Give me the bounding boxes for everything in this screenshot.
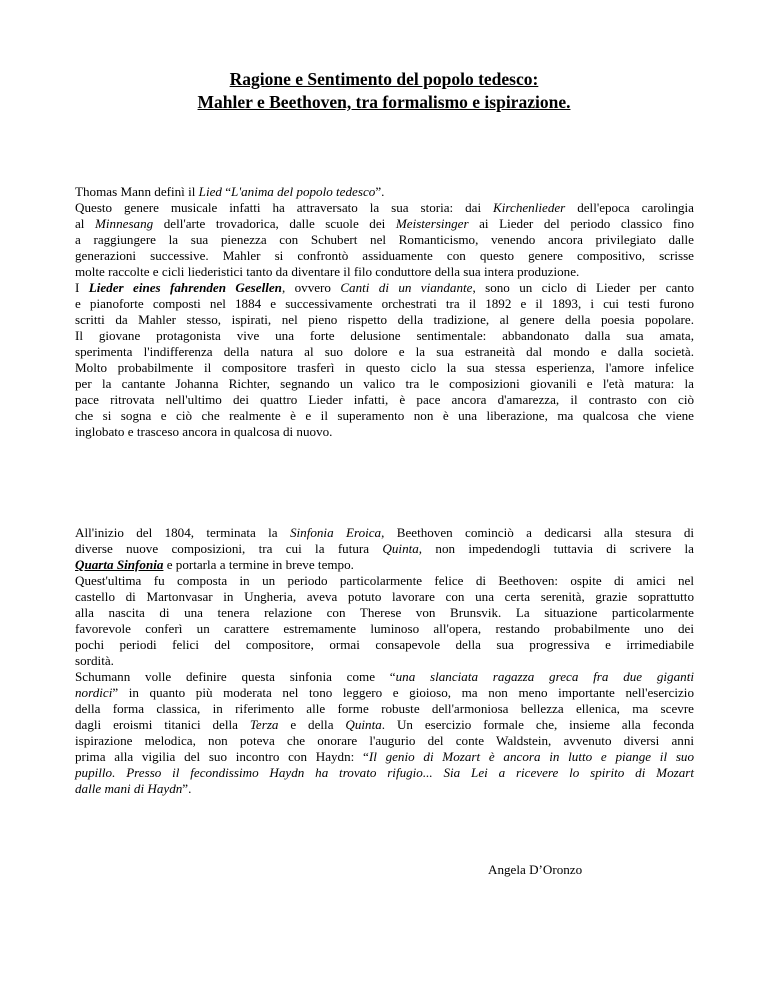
text-line: All'inizio del 1804, terminata la Sinfonia Eroica, Beethoven cominciò a dedicarsi alla stesura di: [75, 525, 695, 540]
text-line: dalle mani di Haydn”.: [75, 781, 192, 796]
text-line: pace ritrovata nell'ultimo dei quattro Lieder infatti, è pace ancora d'amarezza, il contrasto con ciò: [75, 392, 694, 407]
text-line: ispirazione melodica, non poteva che onorare l'augurio del conte Waldstein, avvenuto diversi anni: [75, 733, 694, 748]
text-line: pupillo. Presso il fecondissimo Haydn ha trovato rifugio... Sia Lei a ricevere lo spirito di Mozart: [75, 765, 694, 780]
text-line: della forma classica, in riferimento alle forme robuste dell'armoniosa bellezza ellenica, ma scevre: [75, 701, 694, 716]
text-line: al Minnesang dell'arte trovadorica, dalle scuole dei Meistersinger ai Lieder del periodo classico fino: [75, 216, 694, 231]
title-line-2: Mahler e Beethoven, tra formalismo e ispirazione.: [197, 92, 571, 112]
text-line: Questo genere musicale infatti ha attraversato la sua storia: dai Kirchenlieder dell'epoca carolingia: [75, 200, 694, 215]
text-line: inglobato e trasceso ancora in qualcosa di nuovo.: [75, 424, 333, 439]
text-line: favorevole conferì un carattere estremamente luminoso all'opera, restando probabilmente uno dei: [75, 621, 694, 636]
text-line: dagli eroismi titanici della Terza e della Quinta. Un esercizio formale che, insieme alla feconda: [75, 717, 695, 732]
text-line: per la cantante Johanna Richter, segnando un valico tra le composizioni giovanili e l'età matura: la: [75, 376, 694, 391]
text-line: sordità.: [75, 653, 114, 668]
text-line: Il giovane protagonista vive una forte delusione sentimentale: abbandonato dalla sua amata,: [75, 328, 694, 343]
text-line: scritti da Mahler stesso, ispirati, nel pieno rispetto della tradizione, al genere della poesia popolare.: [75, 312, 694, 327]
text-line: alla nascita di una tenera relazione con Therese von Brunsvik. La situazione particolarmente: [75, 605, 694, 620]
text-line: pochi periodi felici del compositore, ormai consapevole della sua progressiva e irrimediabile: [75, 637, 694, 652]
text-line: castello di Martonvasar in Ungheria, aveva potuto lavorare con una certa serenità, grazie soprattutto: [75, 589, 694, 604]
page-title: [0, 68, 768, 114]
text-line: Molto probabilmente il compositore trasferì in questo ciclo la sua stessa esperienza, l'amore infelice: [75, 360, 694, 375]
title-line-1: Ragione e Sentimento del popolo tedesco:: [229, 69, 539, 89]
text-line: Thomas Mann definì il Lied “L'anima del popolo tedesco”.: [75, 184, 385, 199]
text-line: che si sogna e ciò che realmente è e il superamento non è una liberazione, ma qualcosa che viene: [75, 408, 694, 423]
text-line: sperimenta l'indifferenza della natura al suo dolore e la sua estraneità dal mondo e dalla società.: [75, 344, 694, 359]
text-line: nordici” in quanto più moderata nel tono leggero e gioioso, ma non meno importante nell'esercizio: [75, 685, 694, 700]
text-line: Schumann volle definire questa sinfonia come “una slanciata ragazza greca fra due giganti: [75, 669, 694, 684]
text-line: e pianoforte composti nel 1884 e successivamente orchestrati tra il 1892 e il 1893, i cui testi furono: [75, 296, 694, 311]
text-line: generazioni successive. Mahler si confrontò assiduamente con questo genere compositivo, scrisse: [75, 248, 694, 263]
text-line: Quest'ultima fu composta in un periodo particolarmente felice di Beethoven: ospite di amici nel: [75, 573, 694, 588]
text-line: a raggiungere la sua pienezza con Schubert nel Romanticismo, venendo ancora privilegiato dalle: [75, 232, 694, 247]
text-line: diverse nuove composizioni, tra cui la futura Quinta, non impedendogli tuttavia di scrivere la: [75, 541, 694, 556]
text-line: prima alla vigilia del suo incontro con Haydn: “Il genio di Mozart è ancora in lutto e piange il suo: [75, 749, 695, 764]
text-line: Quarta Sinfonia e portarla a termine in breve tempo.: [75, 557, 354, 572]
text-line: I Lieder eines fahrenden Gesellen, ovvero Canti di un viandante, sono un ciclo di Lieder per canto: [75, 280, 694, 295]
text-line: molte raccolte e cicli liederistici tanto da diventare il filo conduttore della sua intera produzione.: [75, 264, 580, 279]
author-signature: Angela D’Oronzo: [488, 862, 583, 877]
